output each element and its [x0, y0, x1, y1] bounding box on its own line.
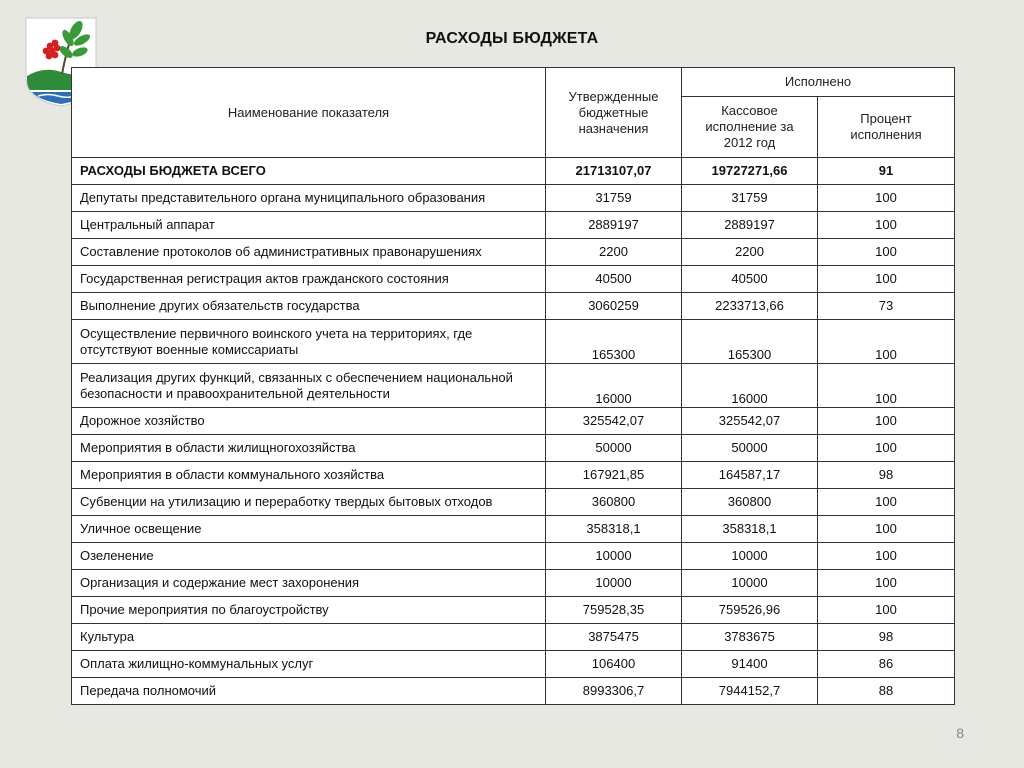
row-cash: 2233713,66 — [682, 293, 818, 320]
row-percent: 100 — [818, 212, 955, 239]
row-percent: 98 — [818, 462, 955, 489]
row-name: Прочие мероприятия по благоустройству — [72, 597, 546, 624]
row-approved: 40500 — [546, 266, 682, 293]
header-name: Наименование показателя — [72, 68, 546, 158]
row-name: Реализация других функций, связанных с обеспечением национальной безопасности и правоохранительной деятельности — [72, 364, 546, 408]
table-row — [72, 543, 955, 570]
row-approved: 8993306,7 — [546, 678, 682, 705]
row-name: Государственная регистрация актов гражданского состояния — [72, 266, 546, 293]
table-row — [72, 408, 955, 435]
table-row — [72, 516, 955, 543]
header-percent: Процент исполнения — [818, 97, 955, 158]
table-row — [72, 185, 955, 212]
total-cash: 19727271,66 — [682, 158, 818, 185]
row-cash: 91400 — [682, 651, 818, 678]
row-percent: 100 — [818, 516, 955, 543]
row-name: Выполнение других обязательств государства — [72, 293, 546, 320]
slide-number: 8 — [956, 725, 964, 741]
row-name: Составление протоколов об административных правонарушениях — [72, 239, 546, 266]
row-approved: 31759 — [546, 185, 682, 212]
row-percent: 100 — [818, 408, 955, 435]
table-row — [72, 435, 955, 462]
row-percent: 98 — [818, 624, 955, 651]
row-percent: 100 — [818, 266, 955, 293]
row-approved: 2889197 — [546, 212, 682, 239]
table-row — [72, 597, 955, 624]
row-approved: 3060259 — [546, 293, 682, 320]
header-cash-execution: Кассовое исполнение за 2012 год — [682, 97, 818, 158]
row-name: Передача полномочий — [72, 678, 546, 705]
row-cash: 40500 — [682, 266, 818, 293]
row-cash: 165300 — [682, 320, 818, 364]
table-row — [72, 651, 955, 678]
total-percent: 91 — [818, 158, 955, 185]
row-cash: 10000 — [682, 570, 818, 597]
row-cash: 16000 — [682, 364, 818, 408]
table-row — [72, 239, 955, 266]
row-percent: 100 — [818, 597, 955, 624]
row-approved: 10000 — [546, 543, 682, 570]
table-row — [72, 624, 955, 651]
row-name: Оплата жилищно-коммунальных услуг — [72, 651, 546, 678]
row-cash: 358318,1 — [682, 516, 818, 543]
page-title: РАСХОДЫ БЮДЖЕТА — [425, 30, 599, 47]
budget-expenses-table — [71, 67, 955, 705]
table-row — [72, 293, 955, 320]
row-approved: 759528,35 — [546, 597, 682, 624]
row-approved: 325542,07 — [546, 408, 682, 435]
row-name: Организация и содержание мест захоронения — [72, 570, 546, 597]
row-cash: 50000 — [682, 435, 818, 462]
table-row — [72, 266, 955, 293]
row-name: Дорожное хозяйство — [72, 408, 546, 435]
row-name: Уличное освещение — [72, 516, 546, 543]
row-cash: 31759 — [682, 185, 818, 212]
row-approved: 16000 — [546, 364, 682, 408]
row-percent: 86 — [818, 651, 955, 678]
row-name: Центральный аппарат — [72, 212, 546, 239]
row-name: Субвенции на утилизацию и переработку твердых бытовых отходов — [72, 489, 546, 516]
row-approved: 3875475 — [546, 624, 682, 651]
row-approved: 358318,1 — [546, 516, 682, 543]
row-approved: 106400 — [546, 651, 682, 678]
row-percent: 88 — [818, 678, 955, 705]
row-percent: 100 — [818, 543, 955, 570]
row-cash: 10000 — [682, 543, 818, 570]
table-row — [72, 462, 955, 489]
total-name: РАСХОДЫ БЮДЖЕТА ВСЕГО — [72, 158, 546, 185]
row-approved: 2200 — [546, 239, 682, 266]
header-approved: Утвержденные бюджетные назначения — [546, 68, 682, 158]
row-percent: 100 — [818, 364, 955, 408]
table-row — [72, 570, 955, 597]
row-approved: 10000 — [546, 570, 682, 597]
row-cash: 7944152,7 — [682, 678, 818, 705]
table-row — [72, 320, 955, 364]
row-approved: 360800 — [546, 489, 682, 516]
row-name: Мероприятия в области коммунального хозяйства — [72, 462, 546, 489]
header-executed: Исполнено — [682, 68, 955, 97]
total-approved: 21713107,07 — [546, 158, 682, 185]
row-percent: 73 — [818, 293, 955, 320]
total-row — [72, 158, 955, 185]
table-row — [72, 678, 955, 705]
row-name: Мероприятия в области жилищногохозяйства — [72, 435, 546, 462]
row-cash: 3783675 — [682, 624, 818, 651]
row-percent: 100 — [818, 489, 955, 516]
row-cash: 2200 — [682, 239, 818, 266]
row-name: Депутаты представительного органа муниципального образования — [72, 185, 546, 212]
row-cash: 2889197 — [682, 212, 818, 239]
table-row — [72, 489, 955, 516]
table-row — [72, 364, 955, 408]
row-percent: 100 — [818, 570, 955, 597]
row-cash: 759526,96 — [682, 597, 818, 624]
row-percent: 100 — [818, 435, 955, 462]
row-percent: 100 — [818, 185, 955, 212]
row-percent: 100 — [818, 320, 955, 364]
row-name: Осуществление первичного воинского учета на территориях, где отсутствуют военные комиссариаты — [72, 320, 546, 364]
row-cash: 164587,17 — [682, 462, 818, 489]
row-cash: 360800 — [682, 489, 818, 516]
row-cash: 325542,07 — [682, 408, 818, 435]
row-percent: 100 — [818, 239, 955, 266]
table-row — [72, 212, 955, 239]
row-name: Культура — [72, 624, 546, 651]
row-name: Озеленение — [72, 543, 546, 570]
row-approved: 50000 — [546, 435, 682, 462]
row-approved: 167921,85 — [546, 462, 682, 489]
row-approved: 165300 — [546, 320, 682, 364]
